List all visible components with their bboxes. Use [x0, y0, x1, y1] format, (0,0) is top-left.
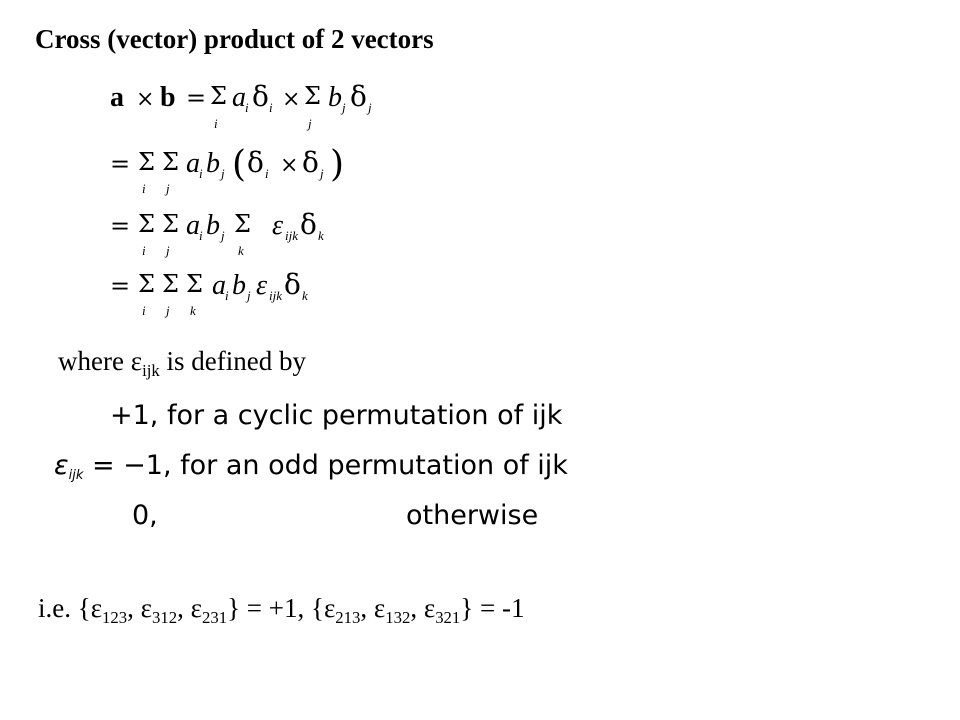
case-positive: +1, for a cyclic permutation of ijk [110, 400, 563, 431]
index-213: 213 [335, 607, 361, 627]
sum-symbol: Σ [234, 210, 251, 238]
epsilon-symbol: ε [130, 346, 143, 376]
cross-symbol: × [136, 87, 155, 112]
subscript-ijk: ijk [269, 288, 282, 303]
case-zero-otherwise: otherwise [406, 500, 539, 531]
where-suffix: is defined by [159, 346, 306, 376]
odd-result: } = -1 [460, 593, 525, 623]
sum-index: i [142, 243, 146, 258]
subscript-j: j [320, 166, 324, 181]
delta: δ [247, 146, 264, 179]
levi-civita: ε [256, 270, 268, 301]
equals-sign: = [110, 272, 131, 300]
component-b: b [206, 148, 220, 179]
sum-index: i [214, 116, 218, 131]
equals-sign: = [110, 212, 131, 240]
sum-symbol: Σ [138, 210, 155, 238]
subscript-i: i [269, 100, 273, 115]
sum-symbol: Σ [162, 270, 179, 298]
levi-civita: ε [272, 210, 284, 241]
case-negative: = −1, for an odd permutation of ijk [91, 450, 568, 481]
definition-intro [58, 346, 306, 381]
index-321: 321 [435, 607, 461, 627]
delta: δ [284, 268, 301, 301]
equation-line-3 [110, 208, 324, 258]
sum-index: j [166, 243, 170, 258]
sum-index: i [142, 303, 146, 318]
slide-title: Cross (vector) product of 2 vectors [35, 24, 434, 54]
component-a: a [232, 82, 246, 113]
delta: δ [252, 80, 269, 113]
subscript-i: i [199, 228, 203, 243]
cross-symbol: × [280, 153, 299, 178]
left-paren: ( [232, 144, 247, 185]
epsilon: ε [90, 593, 103, 623]
subscript-i: i [265, 166, 269, 181]
delta: δ [350, 80, 367, 113]
component-b: b [232, 270, 246, 301]
sum-symbol: Σ [138, 270, 155, 298]
sum-symbol: Σ [304, 82, 321, 110]
component-b: b [206, 210, 220, 241]
subscript-j: j [368, 100, 372, 115]
delta: δ [302, 146, 319, 179]
subscript-i: i [199, 166, 203, 181]
sum-index: k [190, 303, 196, 318]
index-132: 132 [385, 607, 411, 627]
sum-symbol: Σ [186, 270, 203, 298]
equals-sign: = [110, 150, 131, 178]
subscript-j: j [221, 228, 225, 243]
epsilon: ε [373, 593, 386, 623]
equation-line-4 [110, 268, 308, 318]
where-prefix: where [58, 346, 131, 376]
equals-sign: = [186, 84, 207, 112]
index-231: 231 [201, 607, 228, 627]
sum-symbol: Σ [162, 210, 179, 238]
subscript-i: i [225, 288, 229, 303]
subscript-i: i [245, 100, 249, 115]
subscript-j: j [221, 166, 225, 181]
epsilon-lhs-subscript: ijk [68, 468, 84, 484]
subscript-k: k [302, 288, 308, 303]
sum-symbol: Σ [210, 82, 227, 110]
component-a: a [186, 148, 200, 179]
example-line: i.e. {$\varepsilon_{123}$, $\varepsilon_{312}$, $\varepsilon_{231}\} = +1$, {$\varepsilon_{213}$, $\varepsilon_{132}$, $\varepsilon_{321}\} = -1$ [38, 593, 525, 627]
epsilon: ε [140, 593, 152, 623]
even-result: } = +1, { [227, 593, 324, 623]
epsilon: ε [423, 593, 436, 623]
epsilon: ε [190, 593, 202, 623]
epsilon-lhs: ε [54, 450, 69, 481]
case-negative-row [54, 450, 568, 483]
sum-index: k [238, 243, 244, 258]
epsilon-subscript: ijk [142, 360, 160, 380]
sum-index: j [166, 303, 170, 318]
delta: δ [300, 208, 317, 241]
cross-product-derivation [0, 0, 960, 340]
subscript-k: k [318, 228, 324, 243]
component-a: a [212, 270, 226, 301]
subscript-ijk: ijk [285, 228, 298, 243]
sum-symbol: Σ [138, 148, 155, 176]
epsilon: ε [323, 593, 336, 623]
sum-index: i [142, 181, 146, 196]
sum-symbol: Σ [162, 148, 179, 176]
cross-symbol: × [282, 87, 301, 112]
subscript-j: j [247, 288, 251, 303]
component-a: a [186, 210, 200, 241]
index-123: 123 [102, 607, 128, 627]
sum-index: j [308, 116, 312, 131]
right-paren: ) [330, 144, 345, 185]
vector-b: b [160, 82, 176, 113]
example-prefix: i.e. { [38, 593, 91, 623]
sum-index: j [166, 181, 170, 196]
equation-line-1 [110, 80, 372, 131]
equation-line-2 [110, 144, 344, 196]
component-b: b [328, 82, 342, 113]
index-312: 312 [152, 607, 178, 627]
subscript-j: j [342, 100, 346, 115]
vector-a: a [110, 82, 124, 113]
case-zero: 0, [132, 500, 158, 531]
